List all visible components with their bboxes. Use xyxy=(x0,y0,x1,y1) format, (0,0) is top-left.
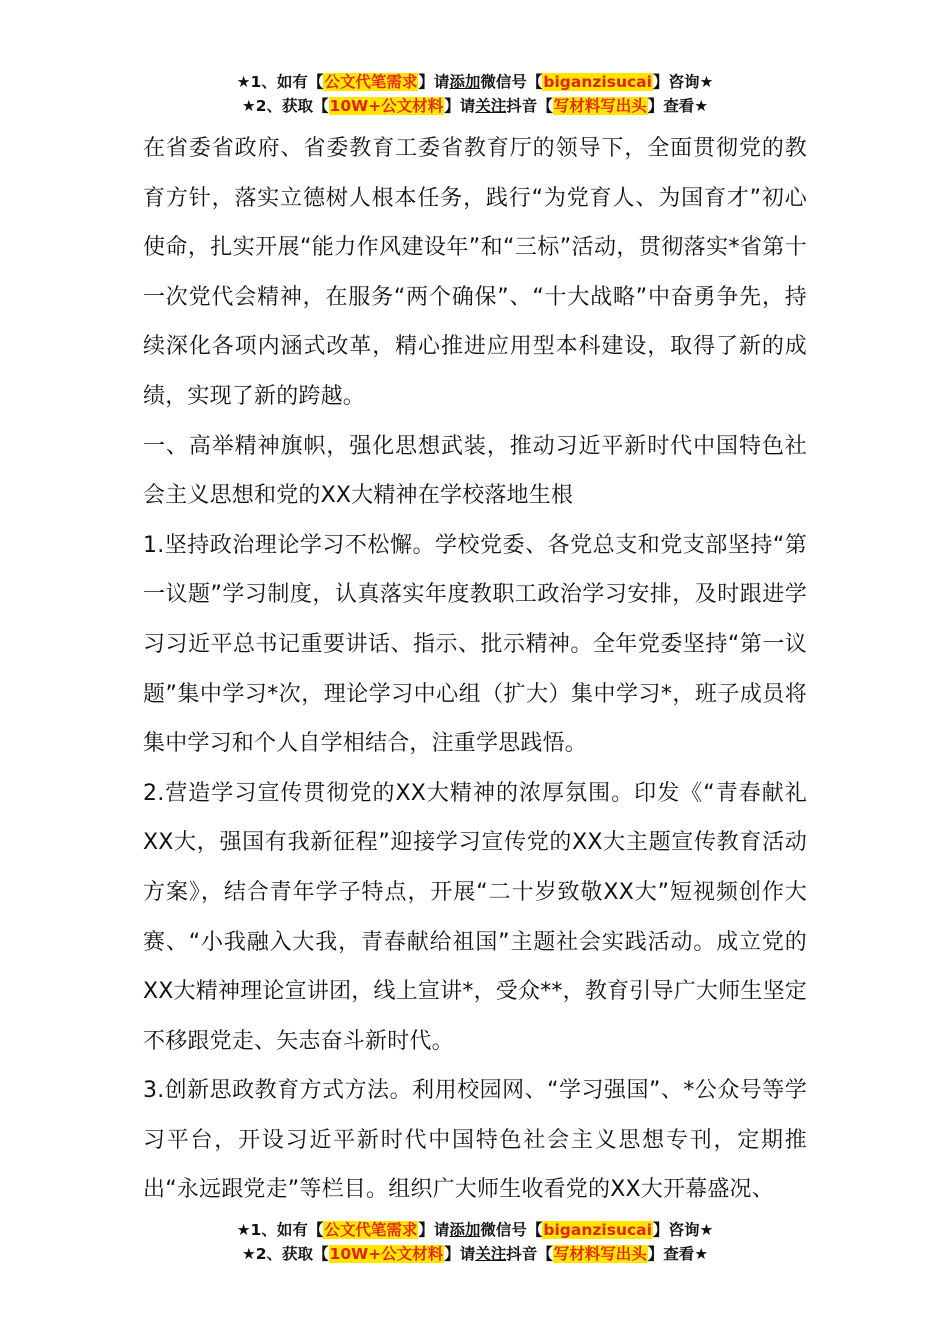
promo-wechat-id: biganzisucai xyxy=(543,1221,652,1239)
promo-wechat-id: biganzisucai xyxy=(543,73,652,91)
header-promo-banner xyxy=(0,70,950,118)
promo-highlight: 公文代笔需求 xyxy=(324,1221,418,1239)
promo-text: 】请 xyxy=(444,1245,476,1263)
promo-line-2 xyxy=(0,94,950,118)
promo-line-1 xyxy=(0,70,950,94)
promo-text: 微信号【 xyxy=(480,73,543,91)
promo-highlight: 10W+公文材料 xyxy=(329,97,444,115)
paragraph-intro: 在省委省政府、省委教育工委省教育厅的领导下，全面贯彻党的教育方针，落实立德树人根本任务，践行“为党育人、为国育才”初心使命，扎实开展“能力作风建设年”和“三标”活动，贯彻落实*省第十一次党代会精神，在服务“两个确保”、“十大战略”中奋勇争先，持续深化各项内涵式改革，精心推进应用型本科建设，取得了新的成绩，实现了新的跨越。 xyxy=(143,136,807,409)
promo-text: 】查看★ xyxy=(647,97,709,115)
promo-text: 】咨询★ xyxy=(652,1221,714,1239)
promo-text: ★2、获取【 xyxy=(241,97,329,115)
promo-text: 】咨询★ xyxy=(652,73,714,91)
promo-text: 】请 xyxy=(418,1221,450,1239)
promo-underlined: 关注 xyxy=(475,1245,507,1263)
promo-line-1 xyxy=(0,1218,950,1242)
paragraph-item-1: 1.坚持政治理论学习不松懈。学校党委、各党总支和党支部坚持“第一议题”学习制度，认真落实年度教职工政治学习安排，及时跟进学习习近平总书记重要讲话、指示、批示精神。全年党委坚持“第一议题”集中学习*次，理论学习中心组（扩大）集中学习*，班子成员将集中学习和个人自学相结合，注重学思践悟。 xyxy=(143,532,807,757)
promo-text: 抖音【 xyxy=(506,1245,553,1263)
paragraph-item-3: 3.创新思政教育方式方法。利用校园网、“学习强国”、*公众号等学习平台，开设习近平新时代中国特色社会主义思想专刊，定期推出“永远跟党走”等栏目。组织广大师生收看党的XX大开幕盛况、 xyxy=(143,1078,807,1203)
promo-underlined: 关注 xyxy=(475,97,507,115)
section-heading-1: 一、高举精神旗帜，强化思想武装，推动习近平新时代中国特色社会主义思想和党的XX大精神在学校落地生根 xyxy=(143,433,807,509)
promo-douyin-id: 写材料写出头 xyxy=(553,1245,647,1263)
promo-highlight: 10W+公文材料 xyxy=(329,1245,444,1263)
promo-text: 】请 xyxy=(444,97,476,115)
paragraph-item-2: 2.营造学习宣传贯彻党的XX大精神的浓厚氛围。印发《“青春献礼XX大，强国有我新征程”迎接学习宣传党的XX大主题宣传教育活动方案》，结合青年学子特点，开展“二十岁致敬XX大”短视频创作大赛、“小我融入大我，青春献给祖国”主题社会实践活动。成立党的XX大精神理论宣讲团，线上宣讲*，受众**，教育引导广大师生坚定不移跟党走、矢志奋斗新时代。 xyxy=(143,780,807,1054)
promo-text: ★2、获取【 xyxy=(241,1245,329,1263)
promo-douyin-id: 写材料写出头 xyxy=(553,97,647,115)
promo-underlined: 添加 xyxy=(449,1221,481,1239)
promo-text: 微信号【 xyxy=(480,1221,543,1239)
promo-highlight: 公文代笔需求 xyxy=(324,73,418,91)
promo-text: 】查看★ xyxy=(647,1245,709,1263)
promo-text: 】请 xyxy=(418,73,450,91)
promo-text: ★1、如有【 xyxy=(236,1221,324,1239)
promo-underlined: 添加 xyxy=(449,73,481,91)
footer-promo-banner xyxy=(0,1218,950,1266)
document-body xyxy=(143,124,807,1215)
promo-text: 抖音【 xyxy=(506,97,553,115)
promo-line-2 xyxy=(0,1242,950,1266)
promo-text: ★1、如有【 xyxy=(236,73,324,91)
